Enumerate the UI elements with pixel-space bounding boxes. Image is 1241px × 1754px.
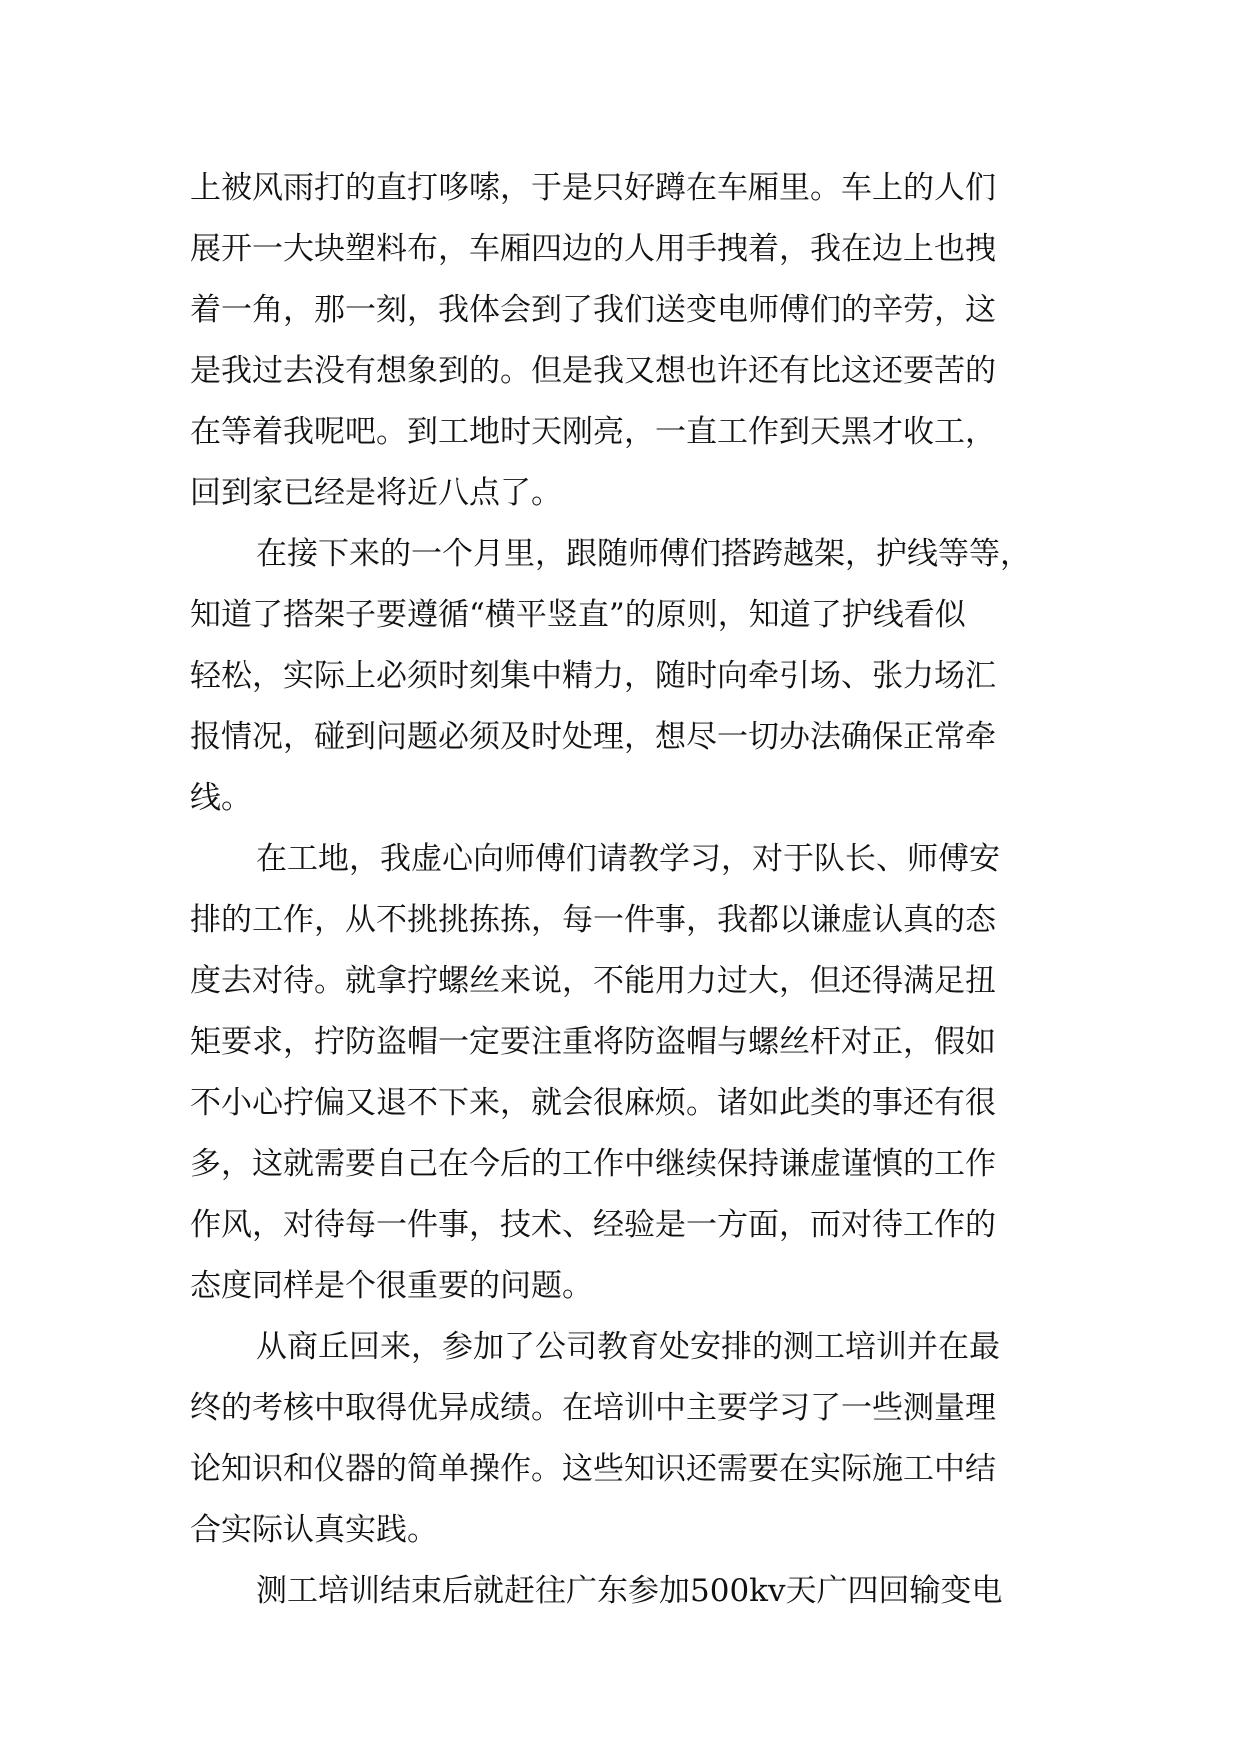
text-line: 矩要求，拧防盗帽一定要注重将防盗帽与螺丝杆对正，假如	[190, 1024, 996, 1060]
text-line: 着一角，那一刻，我体会到了我们送变电师傅们的辛劳，这	[190, 292, 996, 328]
text-line: 终的考核中取得优异成绩。在培训中主要学习了一些测量理	[190, 1390, 996, 1426]
document-body	[190, 158, 1050, 1622]
text-line: 作风，对待每一件事，技术、经验是一方面，而对待工作的	[190, 1207, 996, 1243]
text-line: 度去对待。就拿拧螺丝来说，不能用力过大，但还得满足扭	[190, 963, 996, 999]
paragraph-first-line: 在接下来的一个月里，跟随师傅们搭跨越架，护线等等，	[256, 536, 1031, 572]
paragraph-first-line: 在工地，我虚心向师傅们请教学习，对于队长、师傅安	[256, 841, 1000, 877]
text-line: 态度同样是个很重要的问题。	[190, 1268, 593, 1304]
text-line: 报情况，碰到问题必须及时处理，想尽一切办法确保正常牵	[190, 719, 996, 755]
text-line: 展开一大块塑料布，车厢四边的人用手拽着，我在边上也拽	[190, 231, 996, 267]
text-line: 轻松，实际上必须时刻集中精力，随时向牵引场、张力场汇	[190, 658, 996, 694]
text-line: 知道了搭架子要遵循“横平竖直”的原则，知道了护线看似	[190, 597, 966, 633]
text-line: 在等着我呢吧。到工地时天刚亮，一直工作到天黑才收工，	[190, 414, 996, 450]
text-line: 是我过去没有想象到的。但是我又想也许还有比这还要苦的	[190, 353, 996, 389]
paragraph-first-line: 从商丘回来，参加了公司教育处安排的测工培训并在最	[256, 1329, 1000, 1365]
paragraph-first-line: 测工培训结束后就赶往广东参加500kv天广四回输变电	[256, 1573, 1003, 1609]
text-line: 多，这就需要自己在今后的工作中继续保持谦虚谨慎的工作	[190, 1146, 996, 1182]
text-line: 上被风雨打的直打哆嗦，于是只好蹲在车厢里。车上的人们	[190, 170, 996, 206]
text-line: 论知识和仪器的简单操作。这些知识还需要在实际施工中结	[190, 1451, 996, 1487]
text-line: 回到家已经是将近八点了。	[190, 475, 562, 511]
text-line: 合实际认真实践。	[190, 1512, 438, 1548]
text-line: 线。	[190, 780, 252, 816]
text-line: 不小心拧偏又退不下来，就会很麻烦。诸如此类的事还有很	[190, 1085, 996, 1121]
text-line: 排的工作，从不挑挑拣拣，每一件事，我都以谦虚认真的态	[190, 902, 996, 938]
